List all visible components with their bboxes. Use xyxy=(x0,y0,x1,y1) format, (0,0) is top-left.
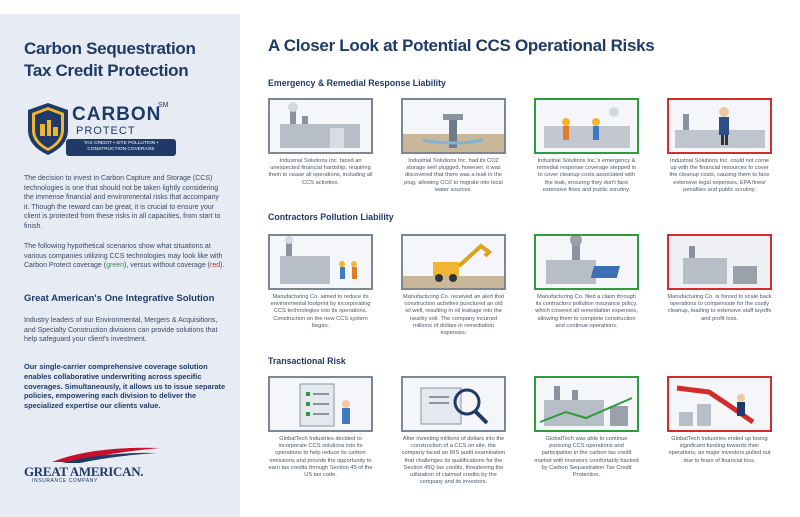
scenario-caption: Industrial Solutions Inc. had its CO2 storage well plugged, however, it was discovered that there was a leak in the plug, allowing CO2 to migrate into local water sources. xyxy=(404,158,503,193)
checklist-icon xyxy=(270,378,371,430)
logo-sub: INSURANCE COMPANY xyxy=(32,478,98,484)
scenario-illustration xyxy=(667,376,772,432)
coverage-paragraph: Our single-carrier comprehensive coverage solution enables collaborative underwriting across specific coverages. Simultaneously, it allows us to issue separate policies, empowering each division to deliver the specialized expertise our clients value. xyxy=(24,362,226,411)
falling-graph-icon xyxy=(669,378,770,430)
scenario-illustration xyxy=(401,98,506,154)
section-heading: Emergency & Remedial Response Liability xyxy=(268,78,446,88)
scenario-illustration xyxy=(268,376,373,432)
scenario-caption: Manufacturing Co. aimed to reduce its environmental footprint by incorporating CCS technologies into its operations. Construction on the new CCS system began. xyxy=(270,294,371,329)
audit-magnifier-icon xyxy=(403,378,504,430)
scenario-illustration xyxy=(667,98,772,154)
excavator-icon xyxy=(403,236,504,288)
badge-band-text: TAX CREDIT • SITE POLLUTION • CONSTRUCTION COVERAGE xyxy=(83,141,159,152)
smokestack-solar-icon xyxy=(536,236,637,288)
scenario-illustration xyxy=(268,234,373,290)
scenario-caption: Manufacturing Co. received an alert that construction activities punctured an old oil well, resulting in oil leakage into the nearby soil. The company incurred millions of dollars in remediation expenses. xyxy=(402,294,505,337)
carbon-protect-badge xyxy=(22,100,172,160)
scenario-card xyxy=(401,376,506,486)
section-heading: Contractors Pollution Liability xyxy=(268,212,394,222)
page-title: A Closer Look at Potential CCS Operational Risks xyxy=(268,36,655,55)
red-word: red xyxy=(210,262,221,269)
shield-icon xyxy=(26,102,70,156)
scenario-caption: Manufacturing Co. filed a claim through its contractors pollution insurance policy, which covered all remediation expenses, allowing them to complete construction and continue operations. xyxy=(535,294,638,329)
industrial-plant-icon xyxy=(270,100,371,152)
scenarios-text-a: The following hypothetical scenarios show what situations at various companies utilizing CCS technologies may look like with Carbon Protect coverage ( xyxy=(24,243,223,269)
intro-paragraph: The decision to invest in Carbon Capture and Storage (CCS) technologies is one that should not be taken lightly considering the immense financial and environmental risks that accompany it. Though the reward can be great, it is crucial to ensure your client is protected from these risks in all capacities, from start to finish. xyxy=(24,175,221,230)
sidebar-title: Carbon Sequestration Tax Credit Protection xyxy=(24,39,196,80)
badge-sm-mark: SM xyxy=(158,102,169,109)
scenario-card xyxy=(534,234,639,330)
scenario-caption: Industrial Solutions Inc. faced an unexpected financial hardship, requiring them to cease all operations, including all CCS activities. xyxy=(268,158,373,186)
scenario-card xyxy=(534,376,639,479)
scenario-card xyxy=(401,98,506,194)
stressed-worker-icon xyxy=(669,100,770,152)
factory-workers-icon xyxy=(270,236,371,288)
scenarios-text-c: ). xyxy=(220,262,225,269)
scenario-card xyxy=(667,98,772,194)
eagle-swoosh-icon xyxy=(52,444,162,464)
solution-heading: Great American's One Integrative Solution xyxy=(24,293,215,304)
scenario-card xyxy=(268,234,373,330)
top-strip xyxy=(0,0,800,14)
section-heading: Transactional Risk xyxy=(268,356,346,366)
scenario-caption: Industrial Solutions Inc. could not come up with the financial resources to cover the cleanup costs, causing them to face extensive legal expenses, EPA fines/ penalties and public scrutiny. xyxy=(669,158,770,193)
scenario-card xyxy=(534,98,639,194)
green-word: green xyxy=(106,262,125,269)
scenario-illustration xyxy=(401,376,506,432)
scenario-caption: GlobalTech Industries decided to incorporate CCS solutions into its operations to help reduce its carbon emissions and provide the opportunity to earn tax credits through Section 45 of the US tax code. xyxy=(268,436,373,479)
scenario-illustration xyxy=(534,234,639,290)
scenario-card xyxy=(667,234,772,323)
scenario-illustration xyxy=(534,98,639,154)
scenario-caption: Manufacturing Co. is forced to scale back operations to compensate for the costly cleanup, leading to extensive staff layoffs and profit loss. xyxy=(667,294,772,322)
great-american-logo xyxy=(22,444,162,484)
scenario-illustration xyxy=(534,376,639,432)
scenario-illustration xyxy=(401,234,506,290)
scenarios-text-b: ), versus without coverage ( xyxy=(124,262,210,269)
logo-name: GREAT AMERICAN. xyxy=(24,464,144,479)
scenarios-paragraph xyxy=(24,242,226,271)
industry-paragraph: Industry leaders of our Environmental, Mergers & Acquisitions, and Specialty Construction divisions can provide solutions that help safeguard your client's investment. xyxy=(24,317,218,343)
market-plant-icon xyxy=(536,378,637,430)
scenario-card xyxy=(667,376,772,465)
scenario-caption: GlobalTech Industries ended up losing significant funding towards their operations, as major investors pulled out due to fears of financial loss. xyxy=(668,436,771,464)
co2-storage-well-icon xyxy=(403,100,504,152)
scenario-caption: GlobalTech was able to continue pursuing CCS operations and participation in the carbon tax credit market with investors comfortably backed by Carbon Sequestration Tax Credit Protection. xyxy=(534,436,639,479)
scenario-card xyxy=(401,234,506,337)
badge-carbon-text: CARBON xyxy=(72,104,162,125)
scenario-illustration xyxy=(667,234,772,290)
scenario-caption: Industrial Solutions Inc.'s emergency & remedial response coverage stepped in to cover cleanup costs associated with the leak, ensuring they don't face extensive fines and public scrutiny. xyxy=(536,158,637,193)
scenario-card xyxy=(268,98,373,187)
scenario-card xyxy=(268,376,373,479)
cleanup-crew-icon xyxy=(536,100,637,152)
badge-band xyxy=(66,139,176,156)
badge-protect-text: PROTECT xyxy=(76,125,136,137)
scenario-caption: After investing millions of dollars into the construction of a CCS on site, the company faced an IRS audit examination that challenges its qualifications for the Section 45Q tax credits, threatening the utilization of claimed credits by the company and its investors. xyxy=(401,436,506,486)
shutdown-plant-icon xyxy=(669,236,770,288)
scenario-illustration xyxy=(268,98,373,154)
